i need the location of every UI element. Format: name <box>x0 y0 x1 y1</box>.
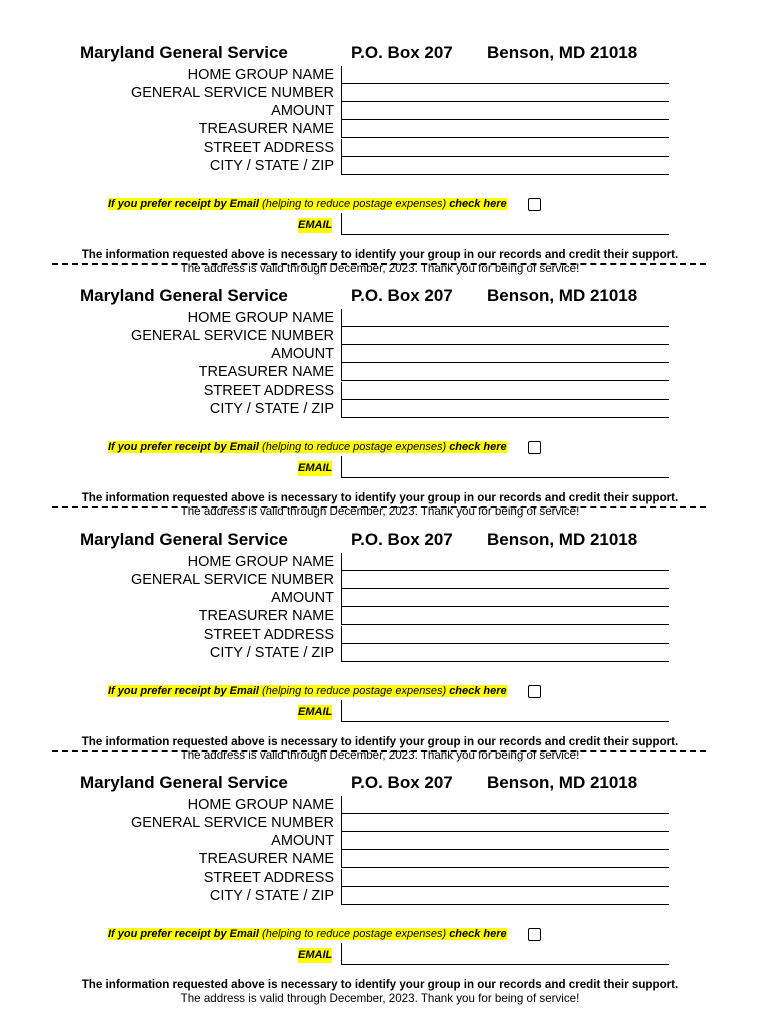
field-label: AMOUNT <box>271 833 334 849</box>
form-row <box>0 887 770 905</box>
amount-field[interactable] <box>341 832 669 850</box>
validity-text: The address is valid through December, 2023. Thank you for being of service! <box>180 992 580 1005</box>
po-box: P.O. Box 207 <box>351 286 453 305</box>
validity-text: The address is valid through December, 2023. Thank you for being of service! <box>180 262 580 275</box>
amount-field[interactable] <box>341 589 669 607</box>
info-text: The information requested above is necessary to identify your group in our records and credit their support. <box>81 978 679 991</box>
field-label: AMOUNT <box>271 590 334 606</box>
amount-field[interactable] <box>341 345 669 363</box>
email-label: EMAIL <box>298 462 333 474</box>
city-state-zip-field[interactable] <box>341 157 669 175</box>
treasurer-name-field[interactable] <box>341 607 669 625</box>
street-address-field[interactable] <box>341 382 669 400</box>
email-receipt-note: If you prefer receipt by Email (helping to reduce postage expenses) check here <box>108 685 507 697</box>
form-row <box>0 832 770 850</box>
form-row <box>0 120 770 138</box>
contribution-slip-3 <box>0 509 770 762</box>
city-state-zip-field[interactable] <box>341 400 669 418</box>
field-label: GENERAL SERVICE NUMBER <box>130 85 334 101</box>
home-group-name-field[interactable] <box>341 796 669 814</box>
field-label: AMOUNT <box>271 346 334 362</box>
street-address-field[interactable] <box>341 139 669 157</box>
form-row <box>0 400 770 418</box>
field-label: GENERAL SERVICE NUMBER <box>130 328 334 344</box>
field-label: TREASURER NAME <box>198 608 334 624</box>
form-row <box>0 607 770 625</box>
email-field[interactable] <box>341 700 669 722</box>
field-label: HOME GROUP NAME <box>187 67 334 83</box>
info-text: The information requested above is necessary to identify your group in our records and credit their support. <box>81 248 679 261</box>
form-row <box>0 626 770 644</box>
org-name: Maryland General Service <box>80 286 288 305</box>
form-row <box>0 796 770 814</box>
general-service-number-field[interactable] <box>341 327 669 345</box>
field-label: TREASURER NAME <box>198 364 334 380</box>
treasurer-name-field[interactable] <box>341 850 669 868</box>
field-label: TREASURER NAME <box>198 121 334 137</box>
home-group-name-field[interactable] <box>341 553 669 571</box>
email-field[interactable] <box>341 943 669 965</box>
amount-field[interactable] <box>341 102 669 120</box>
field-label: CITY / STATE / ZIP <box>209 401 334 417</box>
field-label: CITY / STATE / ZIP <box>209 645 334 661</box>
org-name: Maryland General Service <box>80 773 288 792</box>
city-state-zip-header: Benson, MD 21018 <box>487 286 638 305</box>
form-row <box>0 363 770 381</box>
form-row <box>0 382 770 400</box>
form-row <box>0 644 770 662</box>
email-receipt-note: If you prefer receipt by Email (helping to reduce postage expenses) check here <box>108 198 507 210</box>
form-row <box>0 66 770 84</box>
contribution-slip-4 <box>0 752 770 1005</box>
treasurer-name-field[interactable] <box>341 120 669 138</box>
form-row <box>0 84 770 102</box>
field-label: CITY / STATE / ZIP <box>209 158 334 174</box>
form-row <box>0 869 770 887</box>
home-group-name-field[interactable] <box>341 309 669 327</box>
email-receipt-note: If you prefer receipt by Email (helping to reduce postage expenses) check here <box>108 441 507 453</box>
cut-line <box>52 506 706 508</box>
field-label: AMOUNT <box>271 103 334 119</box>
field-label: TREASURER NAME <box>198 851 334 867</box>
field-label: GENERAL SERVICE NUMBER <box>130 815 334 831</box>
field-label: HOME GROUP NAME <box>187 797 334 813</box>
org-name: Maryland General Service <box>80 43 288 62</box>
field-label: HOME GROUP NAME <box>187 554 334 570</box>
email-receipt-checkbox[interactable] <box>528 928 541 941</box>
home-group-name-field[interactable] <box>341 66 669 84</box>
form-row <box>0 571 770 589</box>
city-state-zip-field[interactable] <box>341 644 669 662</box>
field-label: STREET ADDRESS <box>203 870 334 886</box>
field-label: STREET ADDRESS <box>203 627 334 643</box>
email-label: EMAIL <box>298 219 333 231</box>
street-address-field[interactable] <box>341 626 669 644</box>
field-label: STREET ADDRESS <box>203 140 334 156</box>
field-label: CITY / STATE / ZIP <box>209 888 334 904</box>
info-text: The information requested above is necessary to identify your group in our records and credit their support. <box>81 491 679 504</box>
field-label: HOME GROUP NAME <box>187 310 334 326</box>
email-receipt-checkbox[interactable] <box>528 685 541 698</box>
city-state-zip-header: Benson, MD 21018 <box>487 773 638 792</box>
po-box: P.O. Box 207 <box>351 773 453 792</box>
city-state-zip-header: Benson, MD 21018 <box>487 530 638 549</box>
form-row <box>0 814 770 832</box>
email-receipt-checkbox[interactable] <box>528 198 541 211</box>
po-box: P.O. Box 207 <box>351 43 453 62</box>
contribution-slip-1 <box>0 22 770 275</box>
email-field[interactable] <box>341 213 669 235</box>
form-row <box>0 309 770 327</box>
email-receipt-checkbox[interactable] <box>528 441 541 454</box>
form-row <box>0 589 770 607</box>
form-row <box>0 553 770 571</box>
email-label: EMAIL <box>298 949 333 961</box>
field-label: GENERAL SERVICE NUMBER <box>130 572 334 588</box>
form-row <box>0 139 770 157</box>
street-address-field[interactable] <box>341 869 669 887</box>
general-service-number-field[interactable] <box>341 84 669 102</box>
form-row <box>0 345 770 363</box>
email-receipt-note: If you prefer receipt by Email (helping to reduce postage expenses) check here <box>108 928 507 940</box>
validity-text: The address is valid through December, 2023. Thank you for being of service! <box>180 749 580 762</box>
validity-text: The address is valid through December, 2023. Thank you for being of service! <box>180 505 580 518</box>
treasurer-name-field[interactable] <box>341 363 669 381</box>
info-text: The information requested above is necessary to identify your group in our records and credit their support. <box>81 735 679 748</box>
po-box: P.O. Box 207 <box>351 530 453 549</box>
general-service-number-field[interactable] <box>341 571 669 589</box>
city-state-zip-field[interactable] <box>341 887 669 905</box>
email-field[interactable] <box>341 456 669 478</box>
form-row <box>0 850 770 868</box>
form-row <box>0 327 770 345</box>
form-row <box>0 157 770 175</box>
city-state-zip-header: Benson, MD 21018 <box>487 43 638 62</box>
org-name: Maryland General Service <box>80 530 288 549</box>
form-row <box>0 102 770 120</box>
general-service-number-field[interactable] <box>341 814 669 832</box>
field-label: STREET ADDRESS <box>203 383 334 399</box>
contribution-slip-2 <box>0 265 770 518</box>
email-label: EMAIL <box>298 706 333 718</box>
